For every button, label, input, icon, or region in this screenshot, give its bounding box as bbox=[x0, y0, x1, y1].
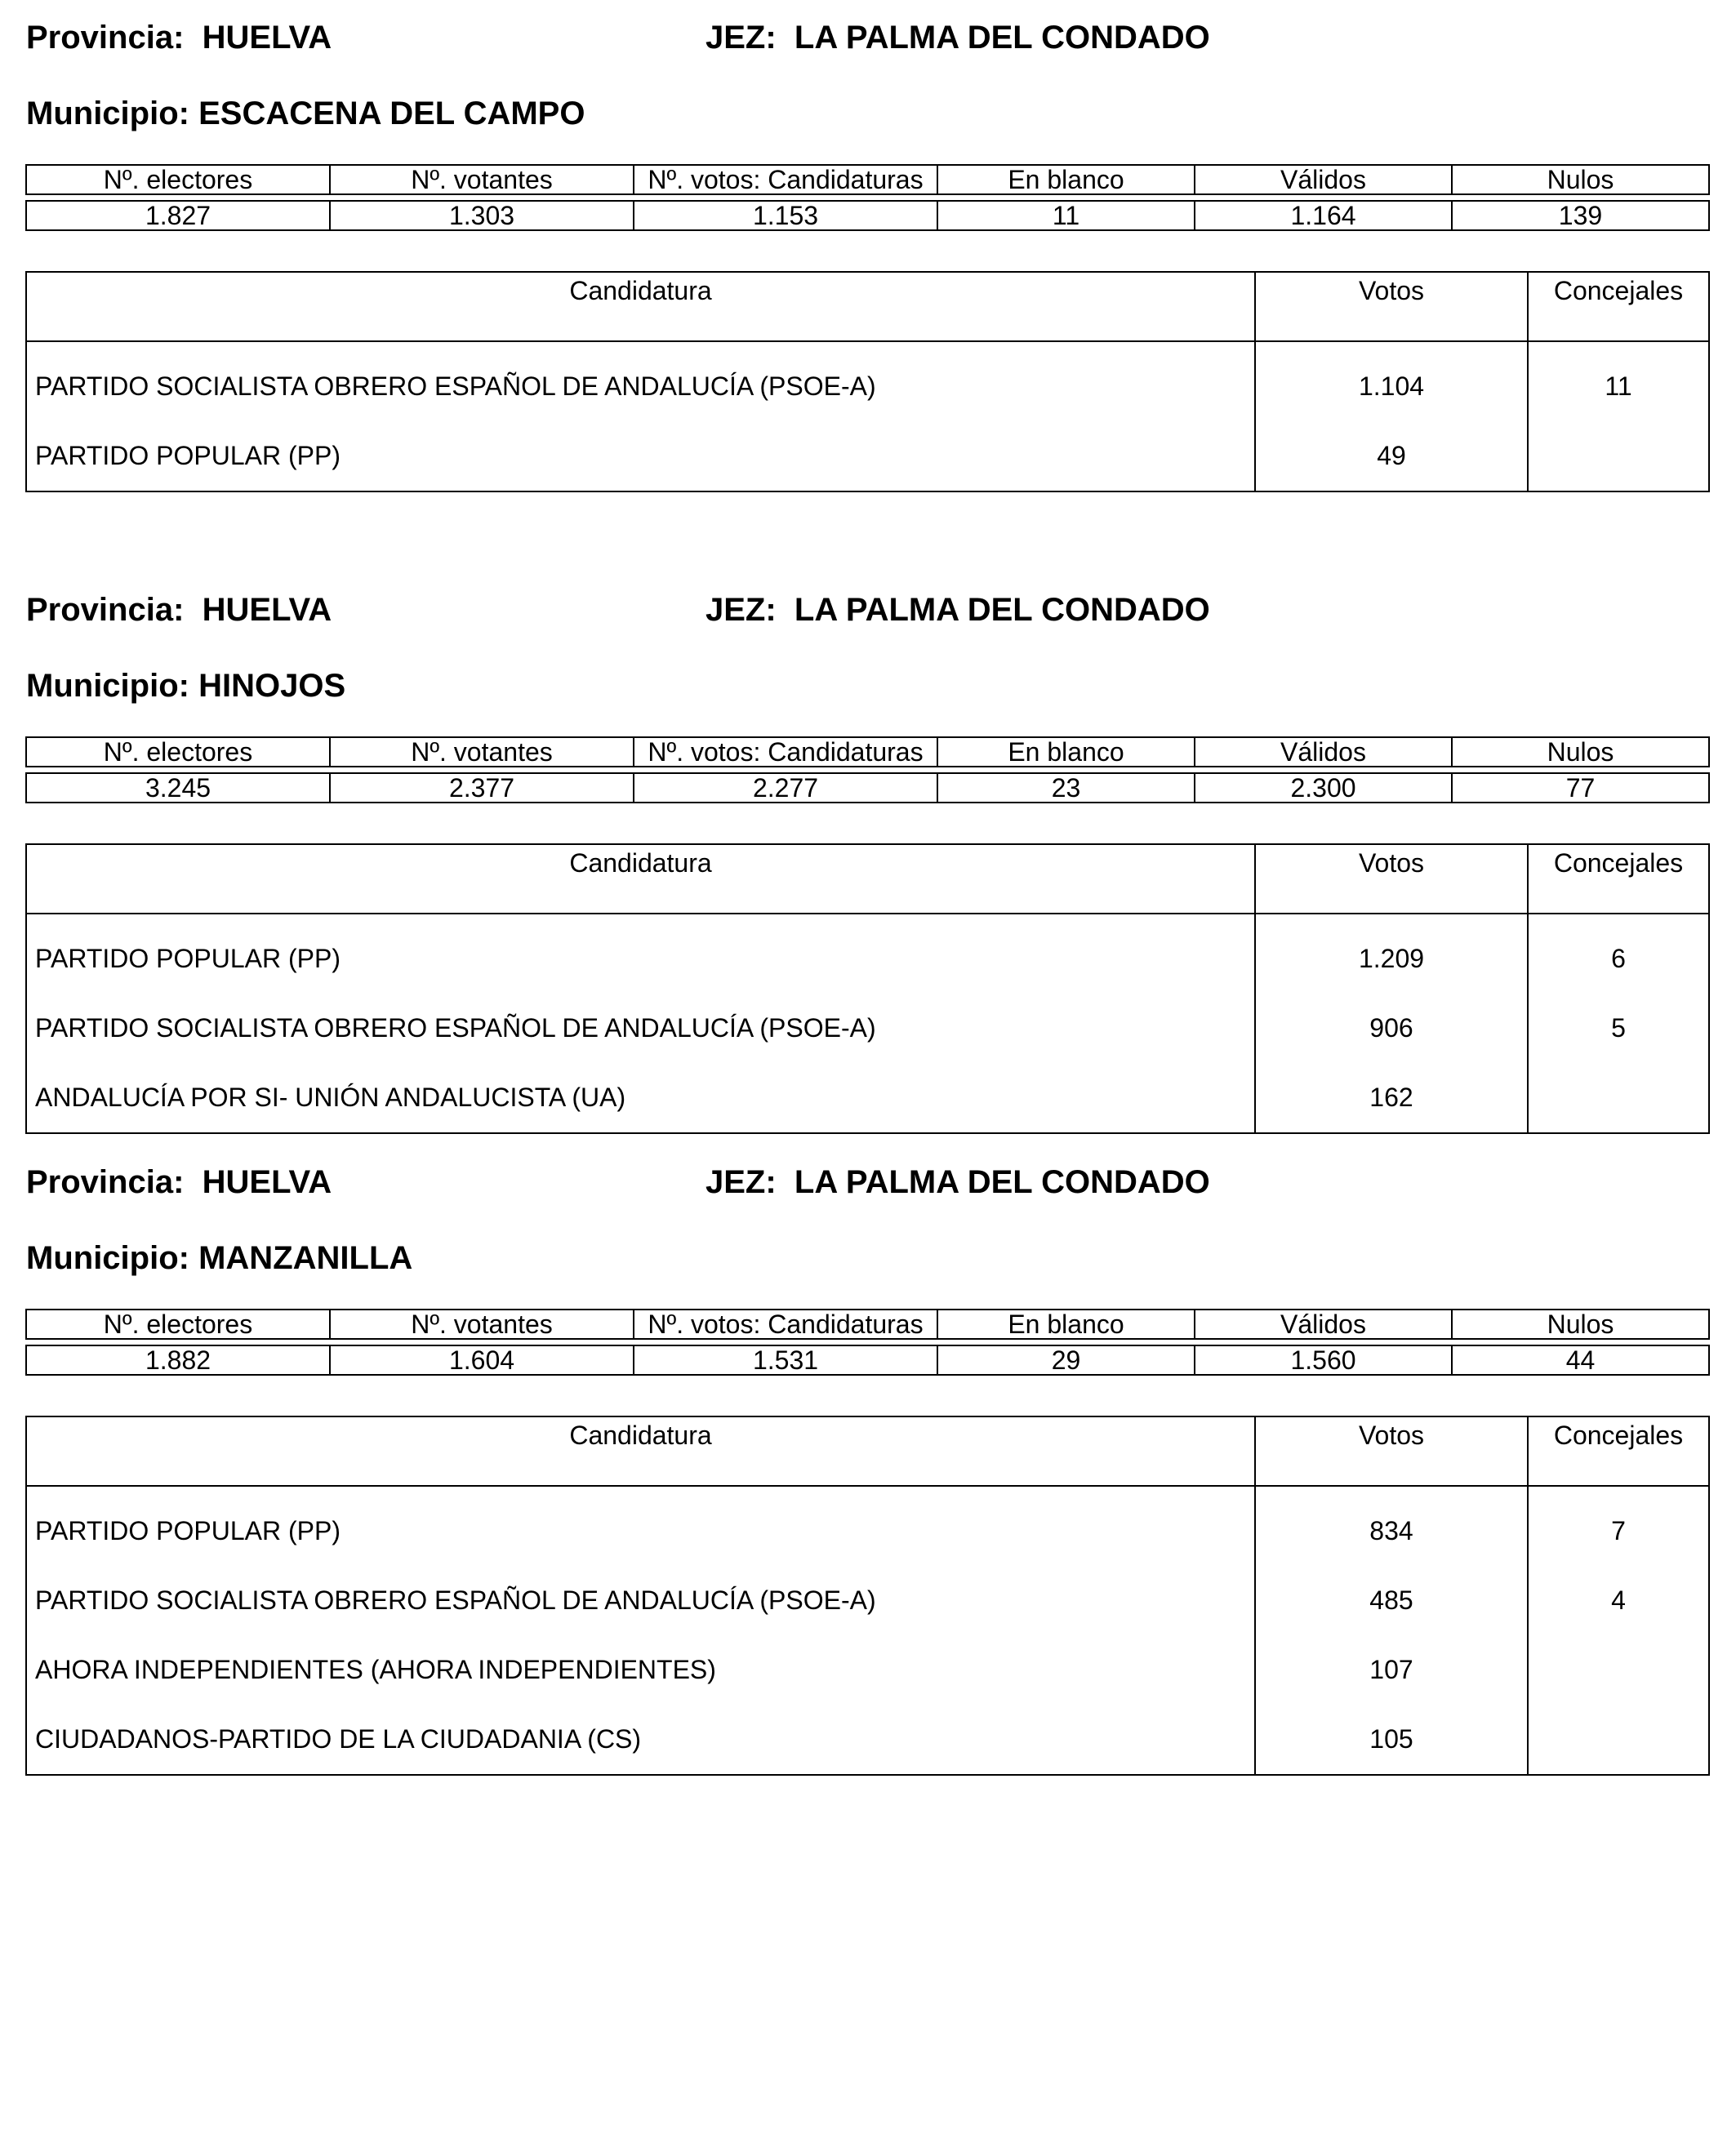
councillors-header: Concejales bbox=[1528, 272, 1709, 341]
candidate-row bbox=[26, 341, 1709, 421]
candidate-councillors: 7 bbox=[1611, 1516, 1626, 1545]
jez-line bbox=[706, 18, 1210, 57]
summary-value: 2.300 bbox=[1195, 773, 1452, 803]
candidates-header-row bbox=[26, 272, 1709, 341]
jez-value: LA PALMA DEL CONDADO bbox=[794, 592, 1210, 628]
summary-value: 1.153 bbox=[634, 201, 937, 230]
summary-header: Válidos bbox=[1195, 1310, 1452, 1339]
candidates-header-row bbox=[26, 844, 1709, 914]
summary-value: 1.604 bbox=[330, 1345, 634, 1375]
summary-header-row bbox=[26, 737, 1709, 767]
candidates-table bbox=[25, 843, 1710, 1134]
candidate-row bbox=[26, 1705, 1709, 1775]
candidate-row bbox=[26, 994, 1709, 1063]
candidate-councillors bbox=[1528, 1705, 1709, 1775]
municipality-line bbox=[26, 1238, 412, 1278]
summary-header: Nº. votantes bbox=[330, 737, 634, 767]
summary-value: 23 bbox=[937, 773, 1195, 803]
summary-table bbox=[25, 736, 1710, 803]
candidate-councillors bbox=[1528, 421, 1709, 491]
province-line bbox=[26, 1163, 332, 1202]
province-label: Provincia: bbox=[26, 1164, 185, 1200]
summary-header: Nº. electores bbox=[26, 737, 330, 767]
candidate-name: CIUDADANOS-PARTIDO DE LA CIUDADANIA (CS) bbox=[26, 1705, 1255, 1775]
votes-header: Votos bbox=[1255, 272, 1528, 341]
candidate-name: PARTIDO SOCIALISTA OBRERO ESPAÑOL DE ANDALUCÍA (PSOE-A) bbox=[26, 341, 1255, 421]
summary-value-row bbox=[26, 1345, 1709, 1375]
candidate-votes: 485 bbox=[1255, 1566, 1528, 1635]
province-value: HUELVA bbox=[202, 20, 332, 56]
summary-value: 1.164 bbox=[1195, 201, 1452, 230]
summary-header: Nº. electores bbox=[26, 165, 330, 194]
candidate-name: PARTIDO POPULAR (PP) bbox=[26, 421, 1255, 491]
candidate-name: PARTIDO SOCIALISTA OBRERO ESPAÑOL DE ANDALUCÍA (PSOE-A) bbox=[26, 994, 1255, 1063]
candidates-table bbox=[25, 1416, 1710, 1776]
municipality-line bbox=[26, 666, 345, 705]
councillors-header: Concejales bbox=[1528, 1416, 1709, 1486]
summary-value-row bbox=[26, 201, 1709, 230]
summary-header: En blanco bbox=[937, 1310, 1195, 1339]
candidate-votes: 49 bbox=[1255, 421, 1528, 491]
summary-header: En blanco bbox=[937, 165, 1195, 194]
candidate-votes: 107 bbox=[1255, 1635, 1528, 1705]
jez-value: LA PALMA DEL CONDADO bbox=[794, 1164, 1210, 1200]
votes-header: Votos bbox=[1255, 844, 1528, 914]
candidate-name: ANDALUCÍA POR SI- UNIÓN ANDALUCISTA (UA) bbox=[26, 1063, 1255, 1133]
summary-value: 139 bbox=[1452, 201, 1709, 230]
municipality-value: MANZANILLA bbox=[198, 1240, 413, 1276]
jez-label: JEZ: bbox=[706, 20, 777, 56]
province-line bbox=[26, 18, 332, 57]
candidate-votes: 162 bbox=[1255, 1063, 1528, 1133]
candidate-councillors: 4 bbox=[1611, 1585, 1626, 1615]
candidate-row bbox=[26, 1635, 1709, 1705]
summary-header: Nº. votos: Candidaturas bbox=[634, 165, 937, 194]
jez-label: JEZ: bbox=[706, 592, 777, 628]
province-value: HUELVA bbox=[202, 1164, 332, 1200]
jez-label: JEZ: bbox=[706, 1164, 777, 1200]
candidate-councillors: 11 bbox=[1605, 371, 1632, 401]
municipality-label: Municipio: bbox=[26, 96, 189, 131]
candidate-row bbox=[26, 1566, 1709, 1635]
jez-line bbox=[706, 1163, 1210, 1202]
summary-value: 77 bbox=[1452, 773, 1709, 803]
summary-value: 11 bbox=[937, 201, 1195, 230]
summary-value: 1.531 bbox=[634, 1345, 937, 1375]
candidate-name: PARTIDO POPULAR (PP) bbox=[26, 1486, 1255, 1566]
province-line bbox=[26, 590, 332, 629]
jez-value: LA PALMA DEL CONDADO bbox=[794, 20, 1210, 56]
summary-header: Nº. electores bbox=[26, 1310, 330, 1339]
province-label: Provincia: bbox=[26, 20, 185, 56]
summary-header: Válidos bbox=[1195, 165, 1452, 194]
candidate-row bbox=[26, 1486, 1709, 1566]
province-label: Provincia: bbox=[26, 592, 185, 628]
summary-header: Nº. votantes bbox=[330, 165, 634, 194]
summary-header-row bbox=[26, 165, 1709, 194]
municipality-line bbox=[26, 94, 585, 133]
summary-header: En blanco bbox=[937, 737, 1195, 767]
summary-header: Válidos bbox=[1195, 737, 1452, 767]
candidate-header: Candidatura bbox=[26, 272, 1255, 341]
summary-header: Nº. votantes bbox=[330, 1310, 634, 1339]
candidates-table bbox=[25, 271, 1710, 492]
candidate-header: Candidatura bbox=[26, 844, 1255, 914]
candidates-header-row bbox=[26, 1416, 1709, 1486]
summary-header: Nulos bbox=[1452, 165, 1709, 194]
summary-header-row bbox=[26, 1310, 1709, 1339]
candidate-votes: 906 bbox=[1255, 994, 1528, 1063]
candidate-votes: 834 bbox=[1255, 1486, 1528, 1566]
candidate-votes: 1.104 bbox=[1255, 341, 1528, 421]
candidate-name: PARTIDO POPULAR (PP) bbox=[26, 914, 1255, 994]
summary-value: 1.303 bbox=[330, 201, 634, 230]
summary-value: 3.245 bbox=[26, 773, 330, 803]
summary-value: 2.377 bbox=[330, 773, 634, 803]
candidate-votes: 105 bbox=[1255, 1705, 1528, 1775]
candidate-name: PARTIDO SOCIALISTA OBRERO ESPAÑOL DE ANDALUCÍA (PSOE-A) bbox=[26, 1566, 1255, 1635]
summary-header: Nº. votos: Candidaturas bbox=[634, 737, 937, 767]
votes-header: Votos bbox=[1255, 1416, 1528, 1486]
summary-value: 1.560 bbox=[1195, 1345, 1452, 1375]
summary-value: 44 bbox=[1452, 1345, 1709, 1375]
municipality-label: Municipio: bbox=[26, 668, 189, 704]
jez-line bbox=[706, 590, 1210, 629]
municipality-value: HINOJOS bbox=[198, 668, 346, 704]
candidate-councillors: 6 bbox=[1611, 944, 1626, 973]
municipality-value: ESCACENA DEL CAMPO bbox=[198, 96, 585, 131]
province-value: HUELVA bbox=[202, 592, 332, 628]
summary-value: 1.882 bbox=[26, 1345, 330, 1375]
summary-header: Nulos bbox=[1452, 1310, 1709, 1339]
candidate-councillors bbox=[1528, 1063, 1709, 1133]
councillors-header: Concejales bbox=[1528, 844, 1709, 914]
summary-value: 29 bbox=[937, 1345, 1195, 1375]
summary-value: 2.277 bbox=[634, 773, 937, 803]
candidate-row bbox=[26, 1063, 1709, 1133]
summary-table bbox=[25, 164, 1710, 231]
candidate-name: AHORA INDEPENDIENTES (AHORA INDEPENDIENTES) bbox=[26, 1635, 1255, 1705]
summary-table bbox=[25, 1309, 1710, 1376]
candidate-councillors bbox=[1528, 1635, 1709, 1705]
candidate-row bbox=[26, 914, 1709, 994]
candidate-row bbox=[26, 421, 1709, 491]
summary-header: Nº. votos: Candidaturas bbox=[634, 1310, 937, 1339]
summary-value-row bbox=[26, 773, 1709, 803]
municipality-label: Municipio: bbox=[26, 1240, 189, 1276]
candidate-votes: 1.209 bbox=[1255, 914, 1528, 994]
summary-header: Nulos bbox=[1452, 737, 1709, 767]
candidate-councillors: 5 bbox=[1611, 1013, 1626, 1043]
summary-value: 1.827 bbox=[26, 201, 330, 230]
candidate-header: Candidatura bbox=[26, 1416, 1255, 1486]
